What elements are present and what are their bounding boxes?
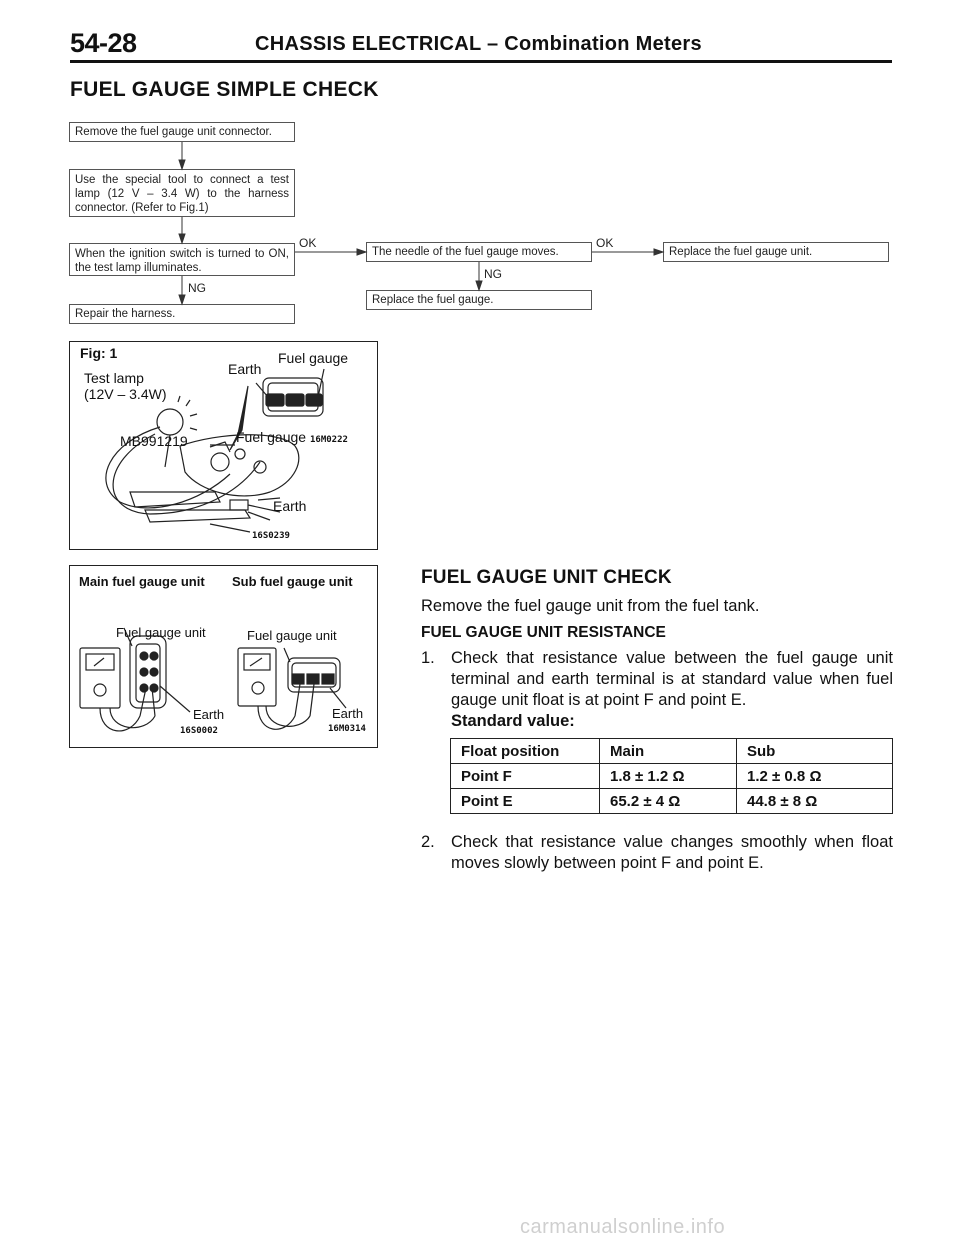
figure-code-16m0222: 16M0222 bbox=[310, 435, 348, 445]
ng-label-1: NG bbox=[188, 281, 206, 295]
table-row bbox=[451, 764, 893, 789]
table-row bbox=[451, 789, 893, 814]
main-unit-title: Main fuel gauge unit bbox=[79, 574, 205, 589]
list-item-1 bbox=[421, 648, 893, 711]
fuel-gauge-top-label: Fuel gauge bbox=[278, 350, 349, 366]
list-item-2 bbox=[421, 832, 893, 874]
page-number: 54-28 bbox=[70, 28, 137, 58]
table-cell: 1.2 ± 0.8 Ω bbox=[737, 764, 893, 789]
table-cell: 65.2 ± 4 Ω bbox=[600, 789, 737, 814]
flow-step-replace-gauge-unit: Replace the fuel gauge unit. bbox=[663, 242, 889, 262]
figure-code-16s0002: 16S0002 bbox=[180, 726, 218, 736]
tool-number-label: MB991219 bbox=[120, 433, 188, 449]
earth-bottom-label: Earth bbox=[273, 498, 307, 514]
table-cell: 44.8 ± 8 Ω bbox=[737, 789, 893, 814]
table-header-row bbox=[451, 739, 893, 764]
standard-value-label: Standard value: bbox=[451, 712, 575, 730]
ok-label-2: OK bbox=[596, 236, 614, 250]
watermark: carmanualsonline.info bbox=[520, 1216, 726, 1238]
list-item-2-number: 2. bbox=[421, 833, 435, 851]
table-header: Main bbox=[600, 739, 737, 764]
section-title-unit-check: FUEL GAUGE UNIT CHECK bbox=[421, 567, 672, 588]
sub-earth-label: Earth bbox=[332, 706, 364, 721]
table-cell: 1.8 ± 1.2 Ω bbox=[600, 764, 737, 789]
flow-step-ignition-on: When the ignition switch is turned to ON, the test lamp illuminates. bbox=[69, 243, 295, 276]
table-header: Float position bbox=[451, 739, 600, 764]
ng-label-2: NG bbox=[484, 267, 502, 281]
sub-fuel-gauge-unit-label: Fuel gauge unit bbox=[247, 628, 337, 643]
flow-step-needle-moves: The needle of the fuel gauge moves. bbox=[366, 242, 592, 262]
figure-code-16s0239: 16S0239 bbox=[252, 531, 290, 541]
figure-2-panel bbox=[69, 565, 378, 748]
table-header: Sub bbox=[737, 739, 893, 764]
main-earth-label: Earth bbox=[193, 707, 225, 722]
flow-step-remove-connector: Remove the fuel gauge unit connector. bbox=[69, 122, 295, 142]
earth-top-label: Earth bbox=[228, 361, 262, 377]
main-fuel-gauge-unit-label: Fuel gauge unit bbox=[116, 625, 206, 640]
header-title: CHASSIS ELECTRICAL – Combination Meters bbox=[255, 33, 702, 55]
test-lamp-spec-label: (12V – 3.4W) bbox=[84, 386, 167, 402]
test-lamp-label: Test lamp bbox=[84, 370, 144, 386]
fuel-gauge-mid-label: Fuel gauge bbox=[236, 429, 307, 445]
figure-code-16m0314: 16M0314 bbox=[328, 724, 366, 734]
flow-arrows bbox=[0, 0, 960, 340]
section-title-simple-check: FUEL GAUGE SIMPLE CHECK bbox=[70, 78, 379, 101]
list-item-1-text: Check that resistance value between the fuel gauge unit terminal and earth terminal is at standard value when fuel gauge unit float is at point F and point E. bbox=[451, 649, 893, 709]
resistance-table bbox=[450, 738, 893, 814]
flow-step-replace-gauge: Replace the fuel gauge. bbox=[366, 290, 592, 310]
sub-unit-title: Sub fuel gauge unit bbox=[232, 574, 353, 589]
list-item-1-number: 1. bbox=[421, 649, 435, 667]
table-cell: Point F bbox=[451, 764, 600, 789]
ok-label-1: OK bbox=[299, 236, 317, 250]
figure-1-label: Fig: 1 bbox=[80, 345, 118, 361]
flow-step-connect-test-lamp: Use the special tool to connect a test lamp (12 V – 3.4 W) to the harness connector. (Refer to Fig.1) bbox=[69, 169, 295, 217]
figure-1-panel bbox=[69, 341, 378, 550]
flow-step-repair-harness: Repair the harness. bbox=[69, 304, 295, 324]
table-cell: Point E bbox=[451, 789, 600, 814]
resistance-subtitle: FUEL GAUGE UNIT RESISTANCE bbox=[421, 624, 666, 641]
list-item-2-text: Check that resistance value changes smoothly when float moves slowly between point F and point E. bbox=[451, 833, 893, 872]
intro-text: Remove the fuel gauge unit from the fuel tank. bbox=[421, 597, 760, 615]
